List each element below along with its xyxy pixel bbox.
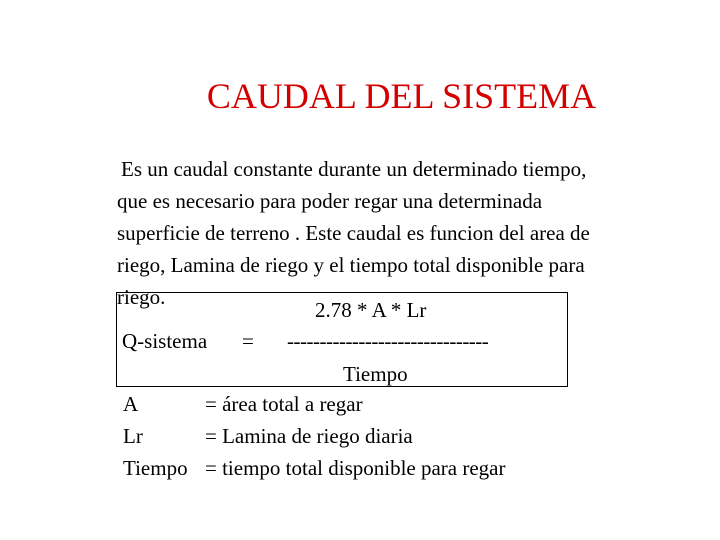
definition-description: = área total a regar (205, 392, 363, 416)
formula-label: Q-sistema (122, 329, 208, 353)
formula-box (116, 292, 568, 387)
formula-numerator: 2.78 * A * Lr (315, 298, 427, 322)
page-title: CAUDAL DEL SISTEMA (206, 76, 597, 116)
formula-fraction-line: ------------------------------- (287, 329, 489, 353)
paragraph-line: que es necesario para poder regar una determinada (117, 189, 543, 213)
formula-equals: = (242, 329, 254, 353)
paragraph-line: Es un caudal constante durante un determinado tiempo, (121, 157, 587, 181)
description-paragraph (117, 153, 677, 313)
definition-symbol: Tiempo (123, 456, 188, 480)
definition-symbol: Lr (123, 424, 143, 448)
paragraph-line: superficie de terreno . Este caudal es funcion del area de (117, 221, 590, 245)
paragraph-line: riego. (117, 285, 166, 309)
definition-description: = tiempo total disponible para regar (205, 456, 506, 480)
definition-description: = Lamina de riego diaria (205, 424, 413, 448)
formula-denominator: Tiempo (343, 362, 408, 386)
definition-symbol: A (123, 392, 139, 416)
paragraph-line: riego, Lamina de riego y el tiempo total disponible para (117, 253, 585, 277)
